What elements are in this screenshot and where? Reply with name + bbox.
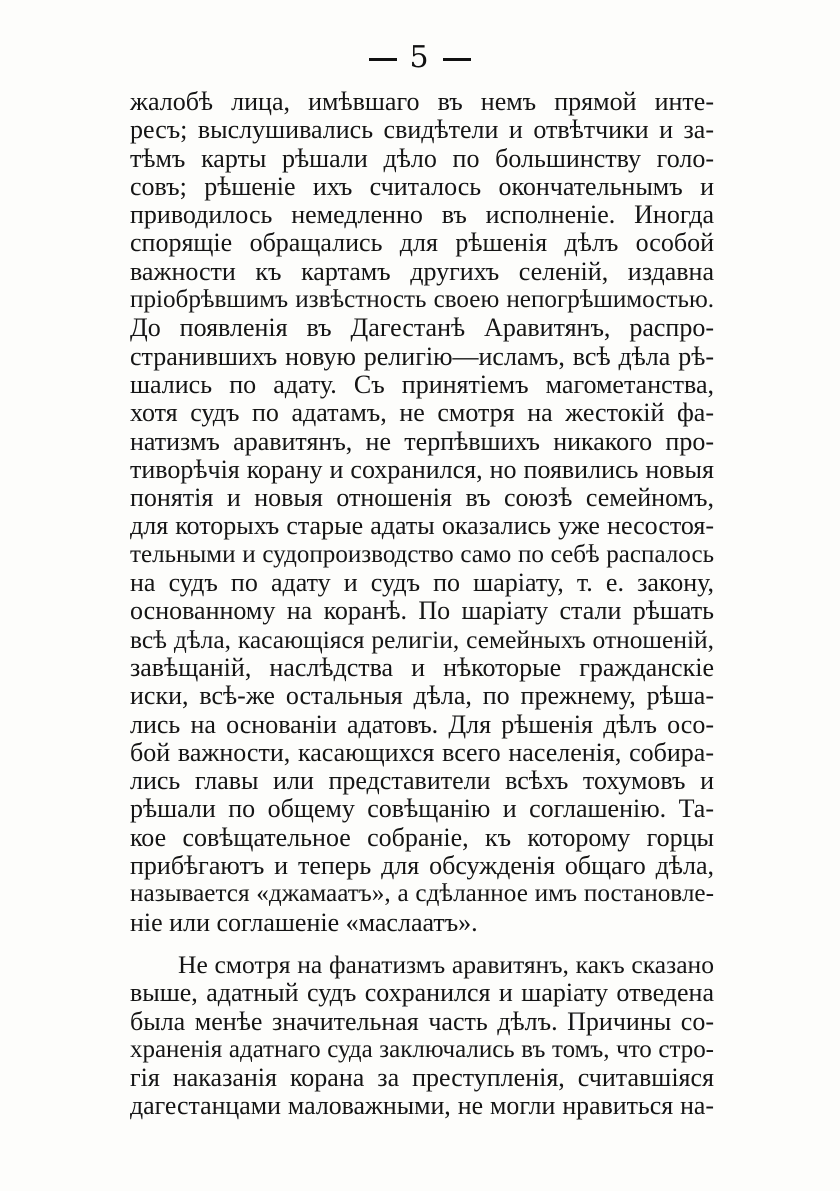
text-line: тельными и судопроизводство само по себѣ распалось: [130, 540, 714, 568]
text-line: понятія и новыя отношенія въ союзѣ семейномъ,: [130, 483, 714, 513]
text-line: ресъ; выслушивались свидѣтели и отвѣтчики и за-: [130, 115, 714, 145]
text-line: всѣ дѣла, касающіяся религіи, семейныхъ отношеній,: [130, 624, 714, 654]
text-line: для которыхъ старые адаты оказались уже несостоя-: [130, 511, 714, 541]
text-line: приводилось немедленно въ исполненіе. Иногда: [130, 200, 714, 230]
text-line: рѣшали по общему совѣщанію и соглашенію. Та-: [130, 794, 714, 824]
text-line: кое совѣщательное собраніе, къ которому горцы: [130, 822, 714, 852]
text-line: была менѣе значительная часть дѣлъ. Причины со-: [130, 1006, 714, 1036]
text-line: До появленія въ Дагестанѣ Аравитянъ, распро-: [130, 313, 714, 343]
text-line: ніе или соглашеніе «маслаатъ».: [130, 907, 478, 937]
text-line: основанному на коранѣ. По шаріату стали рѣшать: [130, 596, 714, 626]
text-line: хотя судъ по адатамъ, не смотря на жестокій фа-: [130, 398, 714, 428]
paragraph-gap: [130, 937, 714, 951]
text-line: жалобѣ лица, имѣвшаго въ немъ прямой инте-: [130, 87, 714, 116]
text-line: бой важности, касающихся всего населенія, собира-: [130, 737, 714, 767]
left-dash: [369, 58, 397, 61]
paragraph-2: [130, 951, 714, 1121]
text-line: шались по адату. Съ принятіемъ магометанства,: [130, 369, 714, 399]
text-line: храненія адатнаго суда заключались въ томъ, что стро-: [130, 1035, 714, 1063]
text-line: выше, адатный судъ сохранился и шаріату отведена: [130, 978, 714, 1008]
text-line: дагестанцами маловажными, не могли нравиться на-: [130, 1091, 714, 1121]
text-line: спорящіе обращались для рѣшенія дѣлъ особой: [130, 228, 714, 258]
text-line: называется «джамаатъ», а сдѣланное имъ постановле-: [130, 880, 714, 908]
text-line: пріобрѣвшимъ извѣстность своею непогрѣшимостью.: [130, 286, 714, 314]
text-line: лись главы или представители всѣхъ тохумовъ и: [130, 766, 714, 796]
text-line: лись на основаніи адатовъ. Для рѣшенія дѣлъ осо-: [130, 709, 714, 739]
text-line: завѣщаній, наслѣдства и нѣкоторые гражданскіе: [130, 652, 714, 682]
text-line: важности къ картамъ другихъ селеній, издавна: [130, 256, 714, 286]
page-number-value: 5: [409, 40, 431, 75]
right-dash: [443, 58, 471, 61]
text-line: тиворѣчія корану и сохранился, но появились новыя: [130, 454, 714, 484]
text-line: на судъ по адату и судъ по шаріату, т. е. закону,: [130, 568, 714, 598]
body-text: [130, 88, 714, 1121]
paragraph-1: [130, 88, 714, 937]
text-line: Не смотря на фанатизмъ аравитянъ, какъ сказано: [178, 949, 714, 979]
page-number: [0, 40, 840, 75]
text-line: прибѣгаютъ и теперь для обсужденія общаго дѣла,: [130, 851, 714, 881]
text-line: тѣмъ карты рѣшали дѣло по большинству голо-: [130, 143, 714, 173]
text-line: натизмъ аравитянъ, не терпѣвшихъ никакого про-: [130, 426, 714, 456]
text-line: странившихъ новую религію—исламъ, всѣ дѣла рѣ-: [130, 341, 714, 371]
text-line: иски, всѣ-же остальныя дѣла, по прежнему, рѣша-: [130, 681, 714, 711]
text-line: совъ; рѣшеніе ихъ считалось окончательнымъ и: [130, 171, 714, 201]
text-line: гія наказанія корана за преступленія, считавшіяся: [130, 1063, 714, 1093]
